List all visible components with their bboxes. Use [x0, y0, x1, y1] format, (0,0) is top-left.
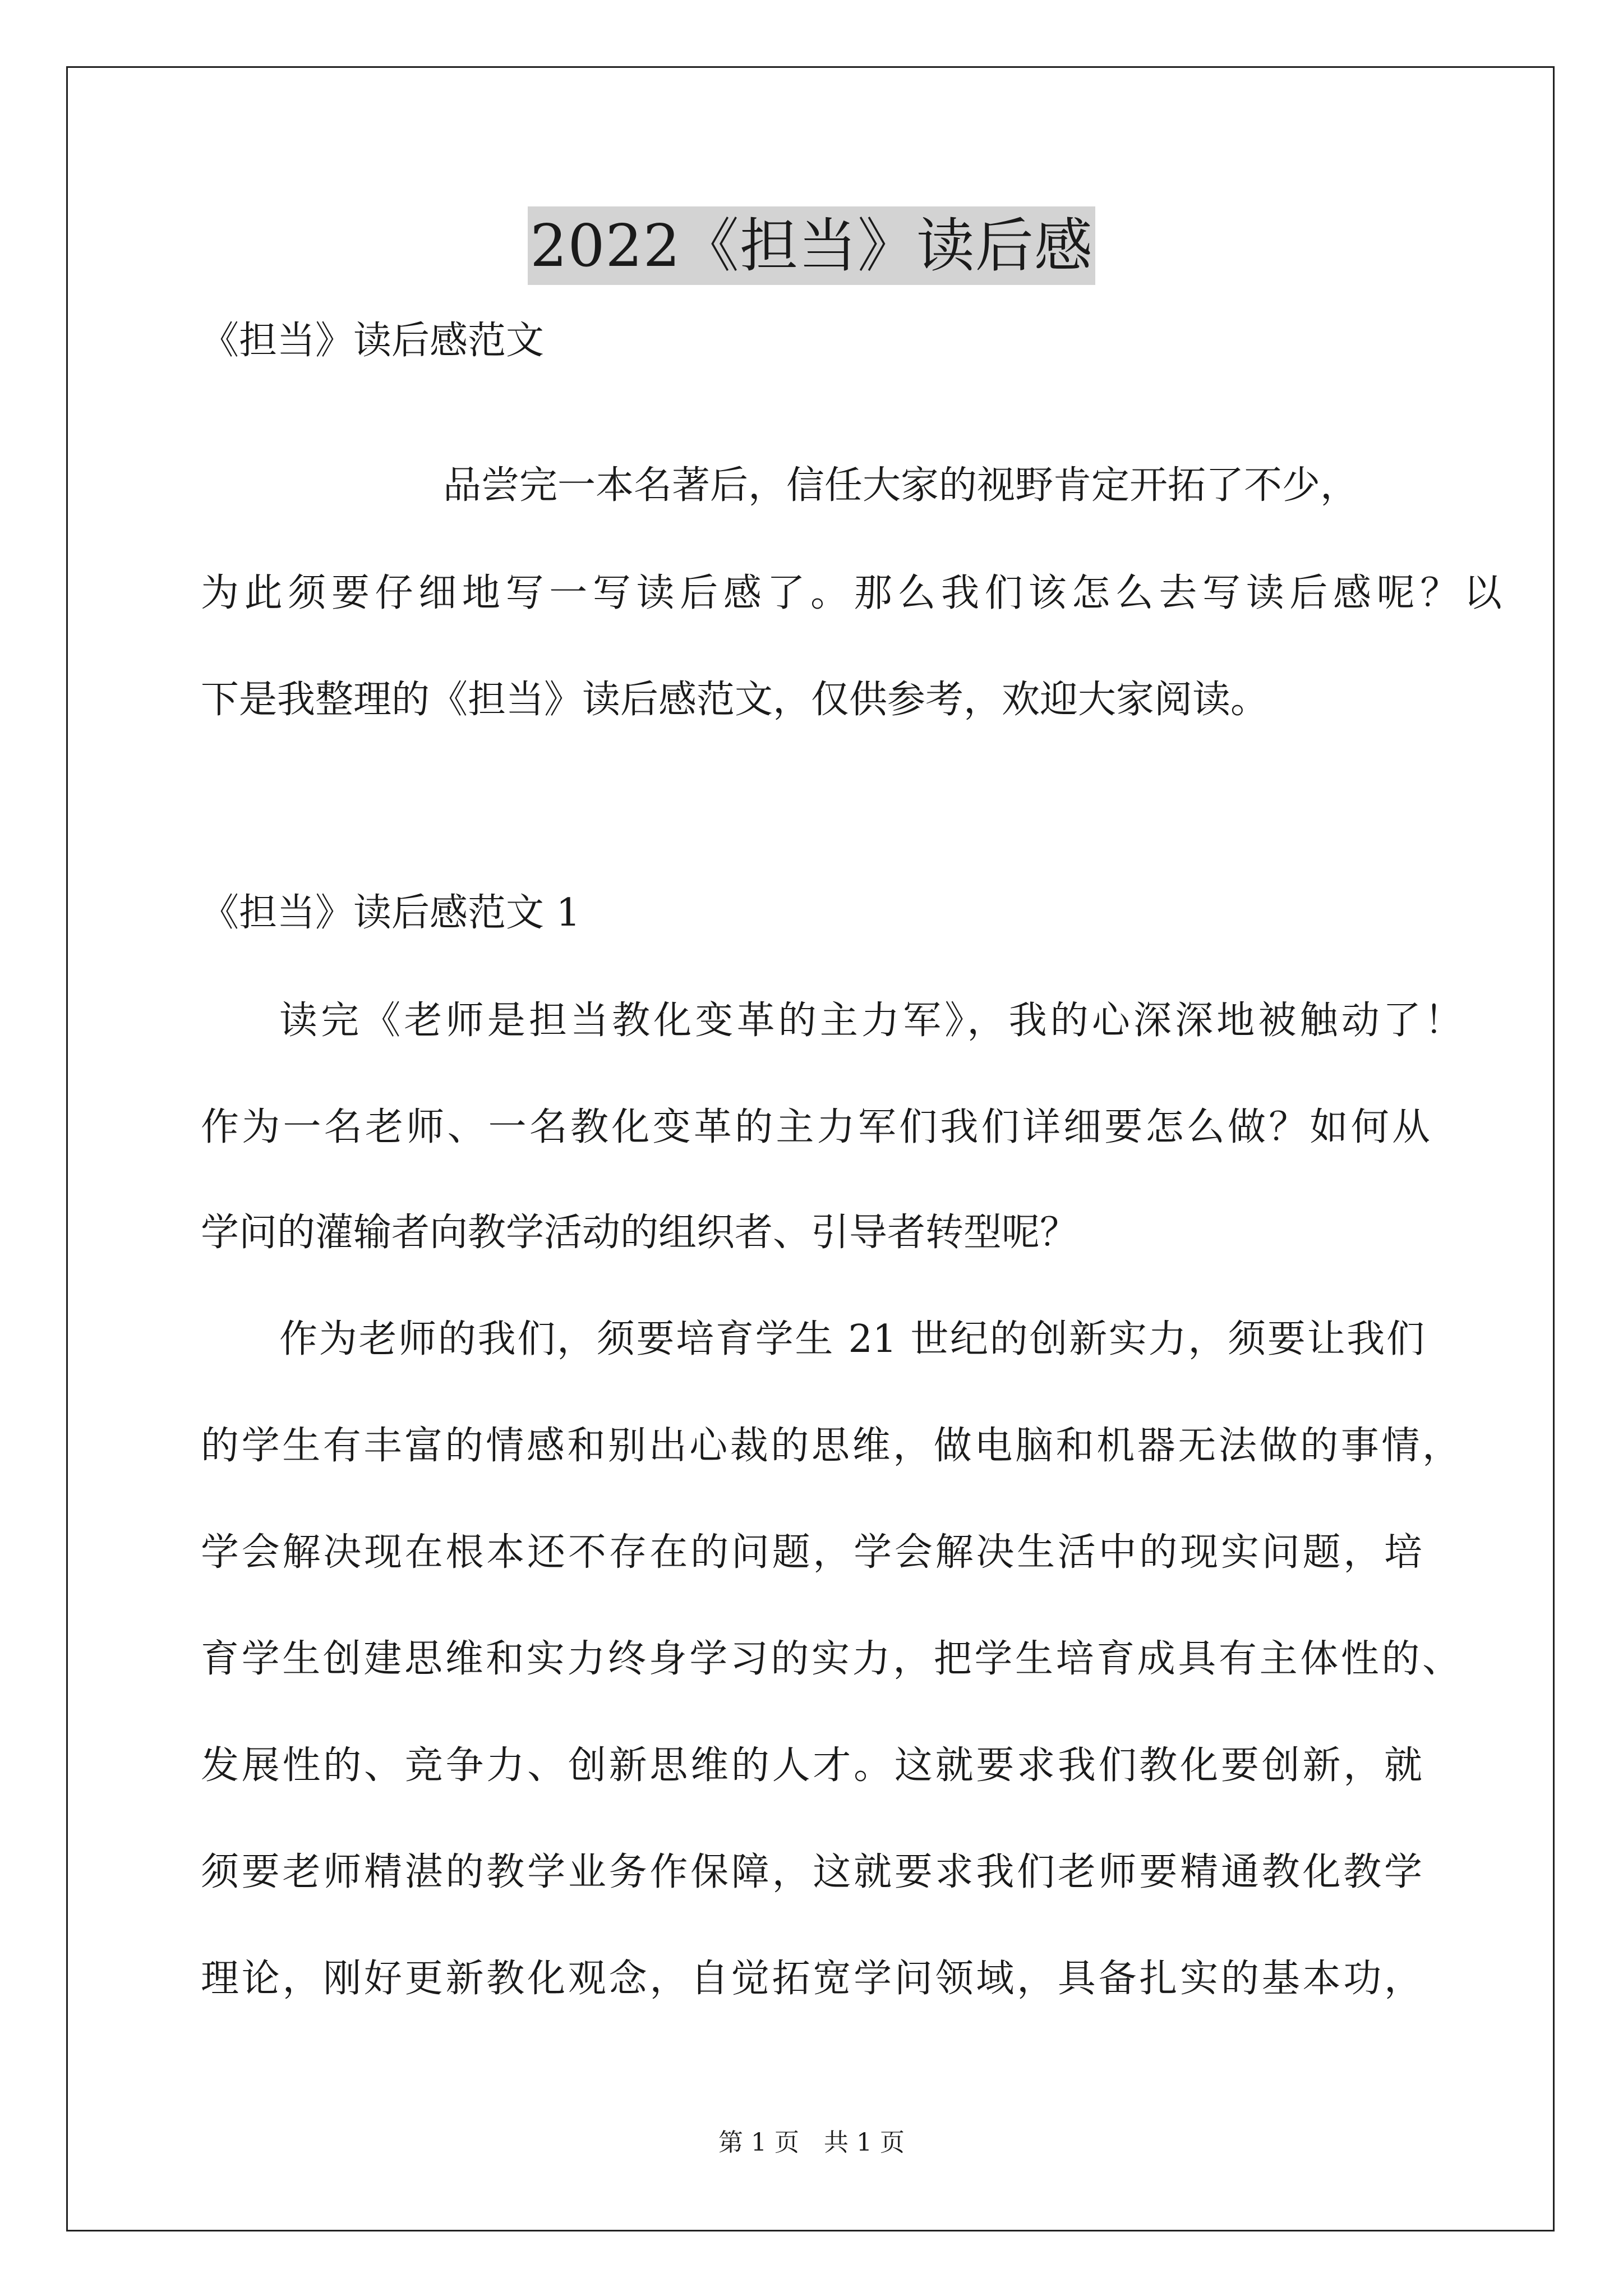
- intro-line-3: 下是我整理的《担当》读后感范文，仅供参考，欢迎大家阅读。: [201, 678, 1269, 722]
- section-heading-1: 《担当》读后感范文: [201, 319, 545, 363]
- para-1-line-3: 学问的灌输者向教学活动的组织者、引导者转型呢？: [201, 1211, 1078, 1255]
- para-2-line-4: 育学生创建思维和实力终身学习的实力，把学生培育成具有主体性的、: [201, 1637, 1460, 1681]
- para-2-line-6: 须要老师精湛的教学业务作保障，这就要求我们老师要精通教化教学: [201, 1850, 1422, 1894]
- page-footer: 第 1 页 共 1 页: [718, 2128, 905, 2157]
- section-heading-2: 《担当》读后感范文 1: [201, 891, 580, 935]
- para-1-line-2: 作为一名老师、一名教化变革的主力军们我们详细要怎么做？如何从: [201, 1105, 1430, 1149]
- para-2-line-2: 的学生有丰富的情感和别出心裁的思维，做电脑和机器无法做的事情，: [201, 1424, 1460, 1468]
- para-2-line-7: 理论，刚好更新教化观念，自觉拓宽学问领域，具备扎实的基本功，: [201, 1957, 1422, 2001]
- para-1-line-1: 读完《老师是担当教化变革的主力军》，我的心深深地被触动了！: [279, 999, 1463, 1043]
- intro-line-1: 品尝完一本名著后，信任大家的视野肯定开拓了不少，: [443, 463, 1359, 508]
- title-wrap: [0, 206, 1623, 285]
- para-2-line-5: 发展性的、竞争力、创新思维的人才。这就要求我们教化要创新，就: [201, 1743, 1422, 1788]
- document-title: 2022《担当》读后感: [528, 206, 1095, 285]
- para-2-line-1: 作为老师的我们，须要培育学生 21 世纪的创新实力，须要让我们: [279, 1317, 1424, 1361]
- para-2-line-3: 学会解决现在根本还不存在的问题，学会解决生活中的现实问题，培: [201, 1530, 1422, 1575]
- intro-line-2: 为此须要仔细地写一写读后感了。那么我们该怎么去写读后感呢？以: [201, 571, 1502, 615]
